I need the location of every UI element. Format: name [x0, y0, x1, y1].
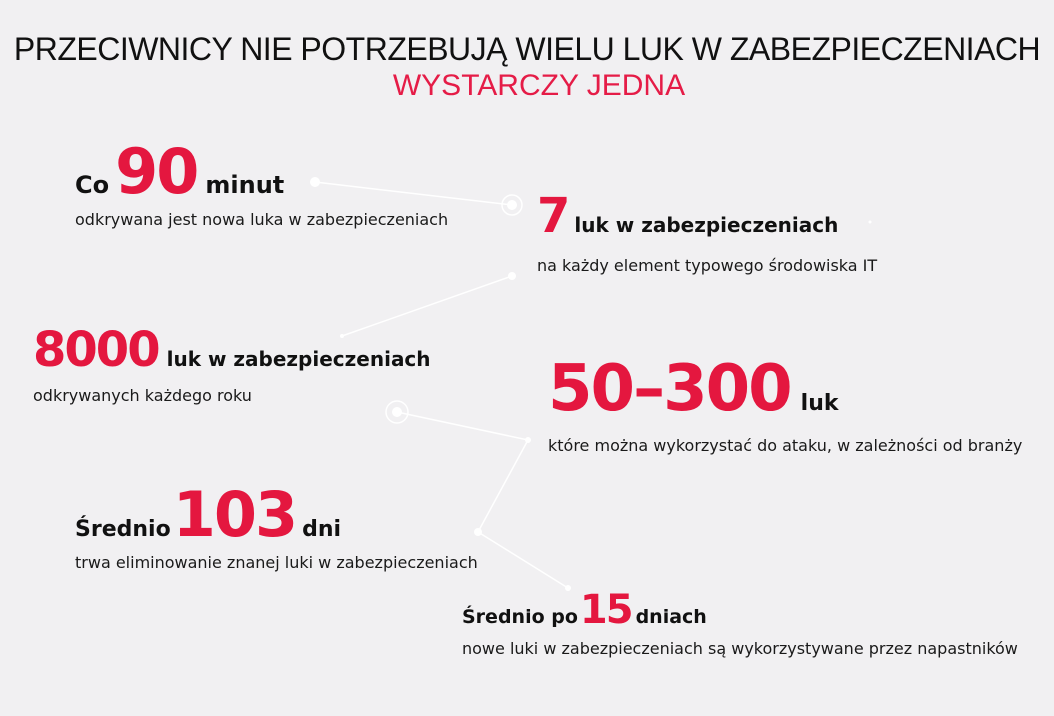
stat-suffix: luk w zabezpieczeniach [574, 213, 839, 237]
page-subtitle: WYSTARCZY JEDNA [392, 69, 686, 102]
stat-suffix: luk w zabezpieczeniach [166, 347, 431, 371]
stat-block [548, 352, 1022, 455]
stat-prefix: Średnio po [462, 606, 578, 628]
stat-description: trwa eliminowanie znanej luki w zabezpieczeniach [75, 553, 478, 572]
stat-number: 50–300 [548, 352, 791, 426]
stat-description: nowe luki w zabezpieczeniach są wykorzystywane przez napastników [462, 639, 1018, 658]
stat-suffix: dni [302, 517, 342, 542]
stat-prefix: Średnio [75, 517, 171, 542]
stat-block [33, 322, 431, 405]
stat-block [537, 188, 877, 275]
stat-number: 103 [172, 478, 297, 551]
stat-block [462, 587, 1018, 658]
page-title: PRZECIWNICY NIE POTRZEBUJĄ WIELU LUK W ZABEZPIECZENIACH [13, 31, 1041, 67]
stat-block [75, 135, 448, 229]
stat-number: 8000 [33, 322, 159, 378]
stat-number: 90 [115, 135, 198, 208]
stat-number: 7 [537, 188, 569, 244]
stat-description: odkrywanych każdego roku [33, 386, 252, 405]
stat-description: na każdy element typowego środowiska IT [537, 256, 878, 275]
stat-description: które można wykorzystać do ataku, w zależności od branży [548, 436, 1023, 455]
stat-block [75, 478, 478, 572]
stat-suffix: minut [205, 171, 285, 199]
stat-prefix: Co [75, 171, 110, 199]
stat-suffix: luk [800, 391, 839, 416]
stat-number: 15 [579, 587, 632, 633]
stat-suffix: dniach [635, 606, 707, 628]
connector-node [508, 272, 516, 280]
stat-description: odkrywana jest nowa luka w zabezpieczeniach [75, 210, 449, 229]
connector-target-node [502, 195, 522, 215]
connector-node [525, 437, 531, 443]
